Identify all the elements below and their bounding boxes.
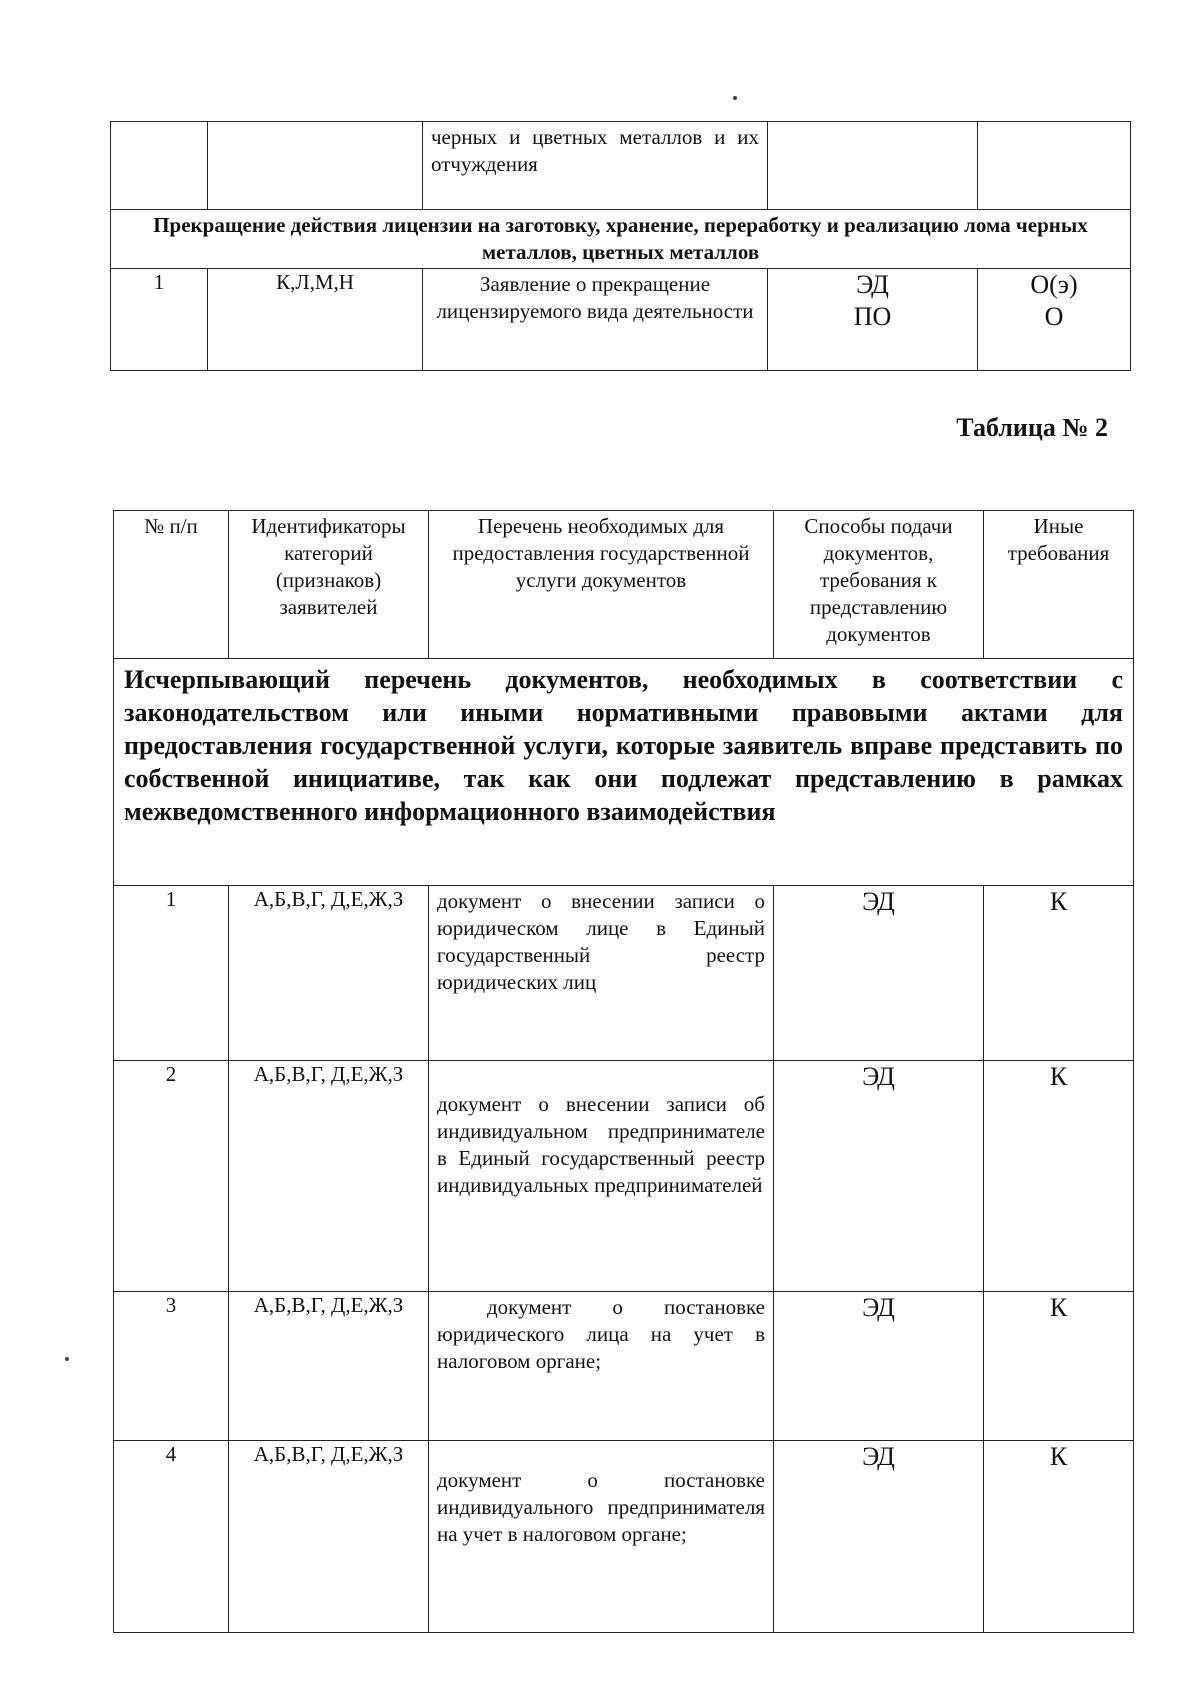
table-main bbox=[113, 510, 1134, 1633]
cell-num: 4 bbox=[114, 1441, 229, 1633]
section-row bbox=[111, 210, 1131, 269]
scan-speck bbox=[733, 96, 737, 100]
cell-num bbox=[111, 122, 208, 210]
cell-doc: документ о постановке юридического лица на учет в налоговом органе; bbox=[429, 1292, 774, 1441]
cell-ids: А,Б,В,Г, Д,Е,Ж,З bbox=[229, 1061, 429, 1292]
method-line-2: ПО bbox=[853, 302, 892, 331]
table-row bbox=[114, 1441, 1134, 1633]
table-row bbox=[111, 269, 1131, 371]
table-row bbox=[114, 1061, 1134, 1292]
cell-doc: документ о постановке индивидуального предпринимателя на учет в налоговом органе; bbox=[429, 1441, 774, 1633]
cell-ids: А,Б,В,Г, Д,Е,Ж,З bbox=[229, 1292, 429, 1441]
cell-other bbox=[978, 269, 1131, 371]
header-ids: Идентификаторы категорий (признаков) заявителей bbox=[229, 511, 429, 659]
header-num: № п/п bbox=[114, 511, 229, 659]
cell-ids: А,Б,В,Г, Д,Е,Ж,З bbox=[229, 1441, 429, 1633]
header-other: Иные требования bbox=[984, 511, 1134, 659]
header-methods: Способы подачи документов, требования к представлению документов bbox=[774, 511, 984, 659]
cell-method: ЭД bbox=[774, 1061, 984, 1292]
cell-ids bbox=[208, 122, 423, 210]
requirement-line-1: О(э) bbox=[1030, 270, 1078, 299]
header-docs: Перечень необходимых для предоставления государственной услуги документов bbox=[429, 511, 774, 659]
cell-other bbox=[978, 122, 1131, 210]
cell-method bbox=[768, 269, 978, 371]
cell-other: К bbox=[984, 1292, 1134, 1441]
scan-speck bbox=[65, 1357, 69, 1361]
section-title: Прекращение действия лицензии на заготовку, хранение, переработку и реализацию лома черных металлов, цветных металлов bbox=[111, 210, 1131, 269]
cell-other: К bbox=[984, 1441, 1134, 1633]
cell-method bbox=[768, 122, 978, 210]
cell-method: ЭД bbox=[774, 1441, 984, 1633]
table-title: Таблица № 2 bbox=[956, 413, 1108, 442]
table-header-row bbox=[114, 511, 1134, 659]
cell-other: К bbox=[984, 886, 1134, 1061]
cell-doc: документ о внесении записи об индивидуальном предпринимателе в Единый государственный реестр индивидуальных предпринимателей bbox=[429, 1061, 774, 1292]
table-continuation bbox=[110, 121, 1131, 371]
cell-num: 3 bbox=[114, 1292, 229, 1441]
cell-num: 1 bbox=[114, 886, 229, 1061]
cell-num: 1 bbox=[111, 269, 208, 371]
cell-doc: Заявление о прекращение лицензируемого вида деятельности bbox=[423, 269, 768, 371]
requirement-line-2: О bbox=[1044, 302, 1064, 331]
table-row bbox=[114, 1292, 1134, 1441]
table-row bbox=[111, 122, 1131, 210]
cell-ids: А,Б,В,Г, Д,Е,Ж,З bbox=[229, 886, 429, 1061]
cell-doc: документ о внесении записи о юридическом лице в Единый государственный реестр юридических лиц bbox=[429, 886, 774, 1061]
cell-method: ЭД bbox=[774, 1292, 984, 1441]
section-title: Исчерпывающий перечень документов, необходимых в соответствии с законодательством или иными нормативными правовыми актами для предоставления государственной услуги, которые заявитель вправе представить по собственной инициативе, так как они подлежат представлению в рамках межведомственного информационного взаимодействия bbox=[114, 659, 1134, 886]
cell-method: ЭД bbox=[774, 886, 984, 1061]
cell-num: 2 bbox=[114, 1061, 229, 1292]
table-row bbox=[114, 886, 1134, 1061]
cell-doc: черных и цветных металлов и их отчуждения bbox=[423, 122, 768, 210]
method-line-1: ЭД bbox=[856, 270, 889, 299]
section-row bbox=[114, 659, 1134, 886]
cell-other: К bbox=[984, 1061, 1134, 1292]
cell-ids: К,Л,М,Н bbox=[208, 269, 423, 371]
